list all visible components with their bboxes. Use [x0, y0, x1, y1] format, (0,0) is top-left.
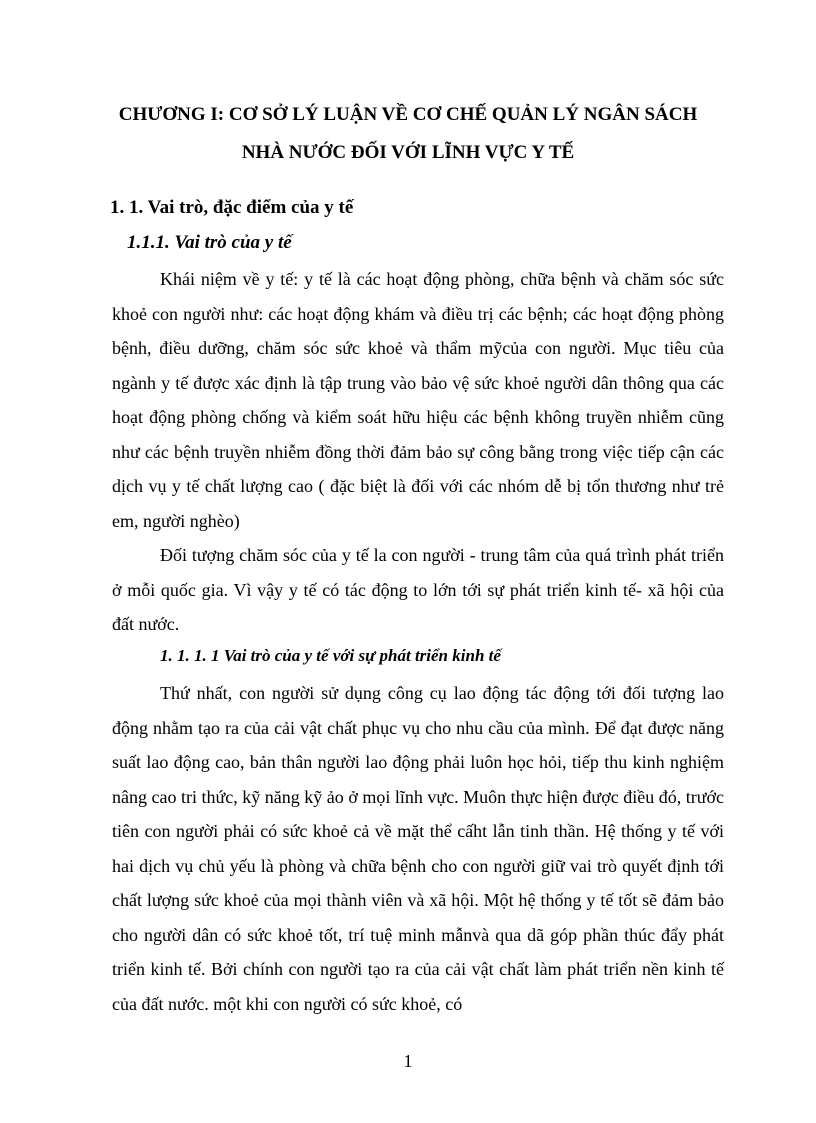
chapter-title-line-2: NHÀ NƯỚC ĐỐI VỚI LĨNH VỰC Y TẾ — [241, 142, 575, 163]
chapter-title — [80, 96, 736, 172]
page-number: 1 — [403, 1051, 413, 1071]
paragraph-definition: Khái niệm về y tế: y tế là các hoạt động phòng, chữa bệnh và chăm sóc sức khoẻ con người như: các hoạt động khám và điều trị các bệnh; các hoạt động phòng bệnh, điều dưỡng, chăm sóc sức khoẻ và thẩm mỹcủa con người. Mục tiêu của ngành y tế được xác định là tập trung vào bảo vệ sức khoẻ người dân thông qua các hoạt động phòng chống và kiểm soát hữu hiệu các bệnh không truyền nhiễm cũng như các bệnh truyền nhiễm đồng thời đảm bảo sự công bằng trong việc tiếp cận các dịch vụ y tế chất lượng cao ( đặc biệt là đối với các nhóm dễ bị tổn thương như trẻ em, người nghèo) — [112, 269, 724, 531]
subsection-heading: 1.1.1. Vai trò của y tế — [127, 232, 292, 253]
sub-subsection-heading: 1. 1. 1. 1 Vai trò của y tế với sự phát triển kinh tế — [160, 646, 501, 665]
paragraph-economic-role: Thứ nhất, con người sử dụng công cụ lao động tác động tới đối tượng lao động nhằm tạo ra của cải vật chất phục vụ cho nhu cầu của mình. Để đạt được năng suất lao động cao, bản thân người lao động phải luôn học hỏi, tiếp thu kinh nghiệm nâng cao tri thức, kỹ năng kỹ ảo ở mọi lĩnh vực. Muôn thực hiện được điều đó, trước tiên con người phải có sức khoẻ cả về mặt thể cấht lẫn tinh thần. Hệ thống y tế với hai dịch vụ chủ yếu là phòng và chữa bệnh cho con người giữ vai trò quyết định tới chất lượng sức khoẻ của mọi thành viên và xã hội. Một hệ thống y tế tốt sẽ đảm bảo cho người dân có sức khoẻ tốt, trí tuệ minh mẫnvà qua dã góp phần thúc đẩy phát triển kinh tế. Bởi chính con người tạo ra của cải vật chất làm phát triển nền kinh tế của đất nước. một khi con người có sức khoẻ, có — [112, 683, 724, 1014]
chapter-title-line-1: CHƯƠNG I: CƠ SỞ LÝ LUẬN VỀ CƠ CHẾ QUẢN LÝ NGÂN SÁCH — [118, 104, 698, 125]
section-heading: 1. 1. Vai trò, đặc điểm của y tế — [110, 197, 354, 218]
paragraph-care-object: Đối tượng chăm sóc của y tế la con người - trung tâm của quá trình phát triển ở mỗi quốc gia. Vì vậy y tế có tác động to lớn tới sự phát triển kinh tế- xã hội của đất nước. — [112, 545, 724, 634]
